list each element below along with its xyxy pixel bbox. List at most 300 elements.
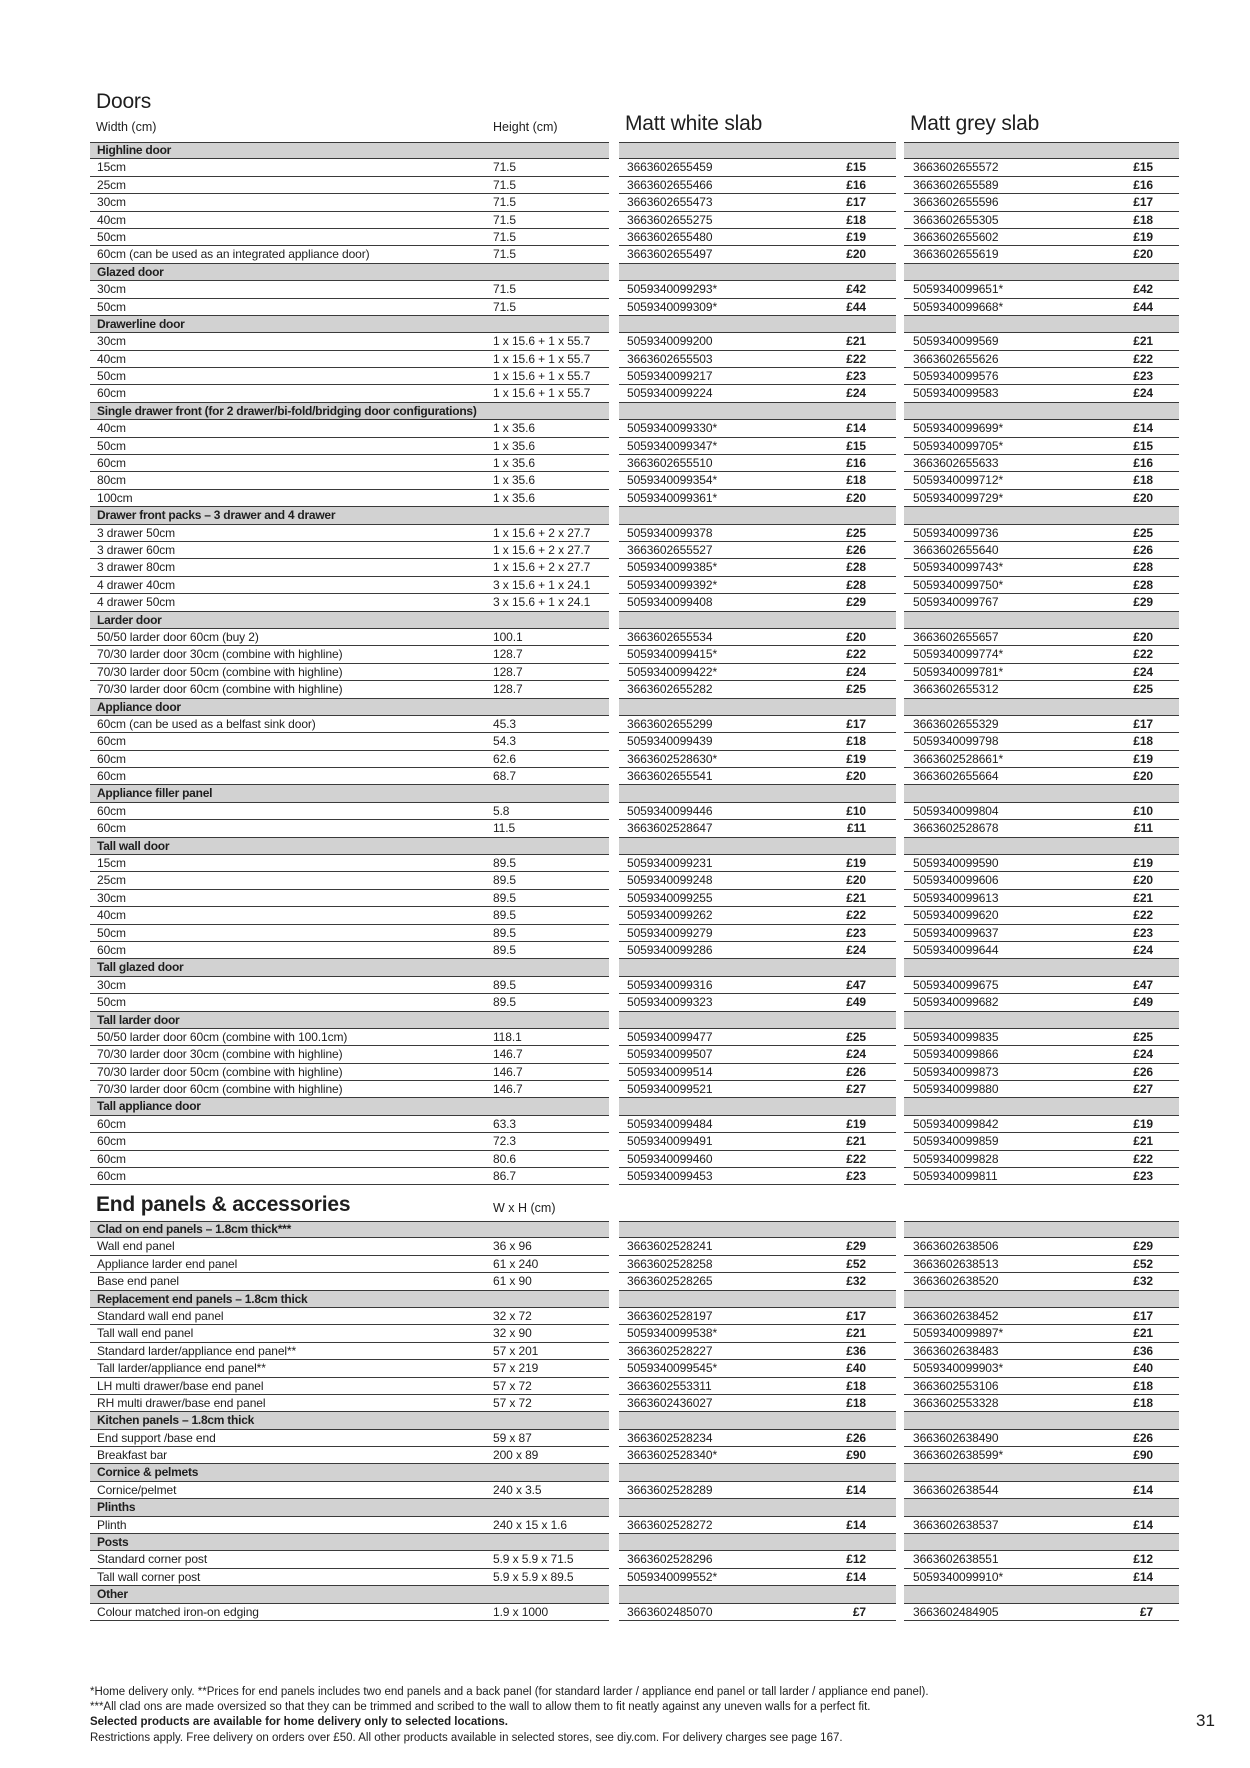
grey-price: £14 [1133, 1482, 1153, 1497]
group-header-cell [90, 1221, 609, 1238]
matt-white-cell [619, 855, 896, 872]
matt-grey-cell [904, 977, 1179, 994]
description-cell [90, 1064, 609, 1081]
group-header-cell [90, 1291, 609, 1308]
white-price: £24 [846, 942, 866, 957]
white-barcode: 5059340099491 [627, 1134, 713, 1149]
grey-price: £27 [1133, 1082, 1153, 1097]
grey-barcode: 3663602638506 [913, 1239, 999, 1254]
group-header-grey-cell [904, 1012, 1179, 1029]
matt-grey-cell [904, 681, 1179, 698]
description-cell [90, 890, 609, 907]
white-barcode: 3663602655473 [627, 195, 713, 210]
table-row [90, 194, 1179, 211]
description-cell [90, 1343, 609, 1360]
matt-white-cell [619, 1256, 896, 1273]
white-price: £14 [846, 1517, 866, 1532]
doors-price-table [90, 142, 1179, 1185]
table-row [90, 1064, 1179, 1081]
grey-barcode: 3663602528678 [913, 821, 999, 836]
matt-white-cell [619, 1378, 896, 1395]
white-price: £17 [846, 716, 866, 731]
table-row [90, 907, 1179, 924]
item-size: 71.5 [493, 160, 516, 175]
table-row [90, 1256, 1179, 1273]
table-row [90, 664, 1179, 681]
white-barcode: 3663602528265 [627, 1274, 713, 1289]
group-header-row [90, 1012, 1179, 1029]
matt-white-cell [619, 664, 896, 681]
grey-price: £52 [1133, 1256, 1153, 1271]
description-cell [90, 1325, 609, 1342]
white-barcode: 3663602655299 [627, 716, 713, 731]
description-cell [90, 1116, 609, 1133]
table-row [90, 472, 1179, 489]
item-size: 89.5 [493, 977, 516, 992]
item-description: 4 drawer 40cm [97, 577, 176, 592]
group-name: Tall larder door [97, 1012, 180, 1027]
white-price: £28 [846, 560, 866, 575]
matt-grey-cell [904, 438, 1179, 455]
description-cell [90, 977, 609, 994]
white-barcode: 5059340099415* [627, 647, 718, 662]
group-header-white-cell [619, 1098, 896, 1115]
description-cell [90, 646, 609, 663]
matt-white-cell [619, 1116, 896, 1133]
item-description: RH multi drawer/base end panel [97, 1395, 266, 1410]
matt-grey-cell [904, 820, 1179, 837]
group-header-white-cell [619, 699, 896, 716]
grey-price: £7 [1139, 1604, 1153, 1619]
white-price: £27 [846, 1082, 866, 1097]
grey-barcode: 3663602528661* [913, 751, 1004, 766]
description-cell [90, 559, 609, 576]
grey-barcode: 5059340099620 [913, 908, 999, 923]
white-barcode: 5059340099255 [627, 890, 713, 905]
white-price: £16 [846, 456, 866, 471]
matt-grey-cell [904, 472, 1179, 489]
grey-barcode: 3663602638483 [913, 1343, 999, 1358]
white-price: £17 [846, 195, 866, 210]
table-row [90, 629, 1179, 646]
white-price: £49 [846, 995, 866, 1010]
end-panels-title: End panels & accessories [96, 1193, 351, 1216]
grey-price: £18 [1133, 473, 1153, 488]
white-barcode: 3663602528340* [627, 1448, 718, 1463]
grey-price: £19 [1133, 1116, 1153, 1131]
group-name: Plinths [97, 1500, 136, 1515]
white-price: £26 [846, 542, 866, 557]
item-description: Tall larder/appliance end panel** [97, 1361, 266, 1376]
group-header-white-cell [619, 959, 896, 976]
matt-grey-cell [904, 525, 1179, 542]
group-header-cell [90, 1499, 609, 1516]
white-barcode: 5059340099446 [627, 803, 713, 818]
matt-white-cell [619, 716, 896, 733]
group-header-row [90, 838, 1179, 855]
matt-grey-cell [904, 646, 1179, 663]
matt-white-cell [619, 803, 896, 820]
group-header-row [90, 959, 1179, 976]
description-cell [90, 1081, 609, 1098]
group-header-cell [90, 1012, 609, 1029]
table-row [90, 1447, 1179, 1464]
white-price: £25 [846, 1029, 866, 1044]
item-description: 3 drawer 50cm [97, 525, 176, 540]
item-size: 57 x 219 [493, 1361, 539, 1376]
white-price: £24 [846, 386, 866, 401]
wxh-column-label: W x H (cm) [493, 1201, 556, 1215]
item-description: Standard wall end panel [97, 1308, 224, 1323]
white-barcode: 5059340099408 [627, 595, 713, 610]
item-description: 50cm [97, 925, 126, 940]
item-description: 3 drawer 80cm [97, 560, 176, 575]
item-description: 3 drawer 60cm [97, 542, 176, 557]
white-price: £44 [846, 299, 866, 314]
grey-price: £23 [1133, 369, 1153, 384]
matt-white-cell [619, 472, 896, 489]
matt-grey-cell [904, 368, 1179, 385]
grey-price: £20 [1133, 873, 1153, 888]
grey-price: £10 [1133, 803, 1153, 818]
grey-price: £21 [1133, 890, 1153, 905]
white-barcode: 5059340099347* [627, 438, 718, 453]
matt-white-cell [619, 733, 896, 750]
item-description: 60cm [97, 386, 126, 401]
grey-barcode: 3663602638452 [913, 1308, 999, 1323]
white-price: £16 [846, 177, 866, 192]
matt-white-cell [619, 1238, 896, 1255]
item-size: 5.9 x 5.9 x 89.5 [493, 1569, 574, 1584]
group-name: Tall appliance door [97, 1099, 201, 1114]
matt-grey-cell [904, 1482, 1179, 1499]
grey-price: £18 [1133, 1395, 1153, 1410]
item-description: 50cm [97, 995, 126, 1010]
table-row [90, 1517, 1179, 1534]
group-header-grey-cell [904, 316, 1179, 333]
description-cell [90, 994, 609, 1011]
group-name: Replacement end panels – 1.8cm thick [97, 1291, 308, 1306]
footnote-clad-ons: ***All clad ons are made oversized so that they can be trimmed and scribed to the wall to allow them to fit neatly against any uneven walls for a perfect fit. [90, 1701, 871, 1714]
grey-barcode: 5059340099729* [913, 490, 1004, 505]
table-row [90, 420, 1179, 437]
matt-white-cell [619, 594, 896, 611]
table-row [90, 1360, 1179, 1377]
description-cell [90, 472, 609, 489]
matt-grey-cell [904, 733, 1179, 750]
grey-barcode: 3663602484905 [913, 1604, 999, 1619]
item-size: 32 x 72 [493, 1308, 532, 1323]
page-number: 31 [1196, 1711, 1215, 1730]
white-price: £15 [846, 438, 866, 453]
item-description: 70/30 larder door 50cm (combine with highline) [97, 1064, 343, 1079]
matt-grey-cell [904, 420, 1179, 437]
description-cell [90, 594, 609, 611]
table-row [90, 1604, 1179, 1621]
grey-barcode: 5059340099903* [913, 1361, 1004, 1376]
grey-barcode: 5059340099828 [913, 1151, 999, 1166]
white-barcode: 3663602528289 [627, 1482, 713, 1497]
item-size: 1 x 35.6 [493, 490, 535, 505]
description-cell [90, 1238, 609, 1255]
item-description: 50cm [97, 369, 126, 384]
group-header-cell [90, 264, 609, 281]
grey-barcode: 3663602553328 [913, 1395, 999, 1410]
group-name: Tall glazed door [97, 960, 184, 975]
white-barcode: 5059340099279 [627, 925, 713, 940]
description-cell [90, 1273, 609, 1290]
group-header-cell [90, 1586, 609, 1603]
matt-grey-cell [904, 942, 1179, 959]
table-row [90, 1029, 1179, 1046]
item-description: 50cm [97, 229, 126, 244]
grey-barcode: 5059340099897* [913, 1326, 1004, 1341]
group-header-grey-cell [904, 1098, 1179, 1115]
white-price: £42 [846, 282, 866, 297]
matt-white-cell [619, 333, 896, 350]
group-header-white-cell [619, 1291, 896, 1308]
table-row [90, 525, 1179, 542]
white-barcode: 5059340099460 [627, 1151, 713, 1166]
group-header-cell [90, 959, 609, 976]
grey-barcode: 3663602655589 [913, 177, 999, 192]
grey-barcode: 5059340099613 [913, 890, 999, 905]
matt-white-cell [619, 490, 896, 507]
grey-barcode: 5059340099811 [913, 1169, 998, 1184]
group-header-white-cell [619, 1499, 896, 1516]
description-cell [90, 1133, 609, 1150]
item-size: 1 x 35.6 [493, 456, 535, 471]
table-row [90, 542, 1179, 559]
matt-grey-cell [904, 333, 1179, 350]
table-row [90, 212, 1179, 229]
table-row [90, 1343, 1179, 1360]
description-cell [90, 333, 609, 350]
item-size: 1 x 15.6 + 1 x 55.7 [493, 369, 591, 384]
matt-grey-cell [904, 1116, 1179, 1133]
matt-grey-cell [904, 1551, 1179, 1568]
item-description: End support /base end [97, 1430, 216, 1445]
grey-barcode: 3663602655312 [913, 682, 999, 697]
table-row [90, 925, 1179, 942]
group-name: Kitchen panels – 1.8cm thick [97, 1413, 255, 1428]
grey-price: £14 [1133, 1569, 1153, 1584]
grey-price: £24 [1133, 386, 1153, 401]
description-cell [90, 542, 609, 559]
group-name: Posts [97, 1535, 129, 1550]
description-cell [90, 820, 609, 837]
grey-price: £20 [1133, 490, 1153, 505]
group-header-grey-cell [904, 1534, 1179, 1551]
white-price: £20 [846, 490, 866, 505]
group-header-white-cell [619, 1586, 896, 1603]
white-barcode: 5059340099248 [627, 873, 713, 888]
group-header-white-cell [619, 403, 896, 420]
grey-barcode: 5059340099798 [913, 734, 999, 749]
grey-barcode: 5059340099873 [913, 1064, 999, 1079]
group-name: Appliance filler panel [97, 786, 213, 801]
description-cell [90, 1482, 609, 1499]
group-header-cell [90, 142, 609, 159]
doors-title: Doors [96, 90, 152, 113]
table-row [90, 368, 1179, 385]
description-cell [90, 664, 609, 681]
group-header-cell [90, 612, 609, 629]
grey-barcode: 5059340099859 [913, 1134, 999, 1149]
group-name: Drawerline door [97, 316, 185, 331]
matt-white-cell [619, 299, 896, 316]
item-size: 200 x 89 [493, 1448, 539, 1463]
grey-price: £26 [1133, 1430, 1153, 1445]
item-size: 100.1 [493, 629, 523, 644]
item-size: 32 x 90 [493, 1326, 532, 1341]
matt-white-cell [619, 994, 896, 1011]
white-barcode: 5059340099316 [627, 977, 713, 992]
table-row [90, 977, 1179, 994]
white-barcode: 3663602655275 [627, 212, 713, 227]
group-header-white-cell [619, 1412, 896, 1429]
group-header-grey-cell [904, 142, 1179, 159]
grey-price: £22 [1133, 351, 1153, 366]
grey-price: £25 [1133, 1029, 1153, 1044]
group-header-cell [90, 403, 609, 420]
white-price: £47 [846, 977, 866, 992]
item-description: 25cm [97, 177, 126, 192]
white-barcode: 5059340099262 [627, 908, 713, 923]
white-price: £19 [846, 856, 866, 871]
item-size: 128.7 [493, 664, 523, 679]
item-description: 70/30 larder door 60cm (combine with highline) [97, 1082, 343, 1097]
item-size: 1 x 15.6 + 2 x 27.7 [493, 542, 591, 557]
description-cell [90, 925, 609, 942]
grey-barcode: 5059340099569 [913, 334, 999, 349]
group-header-grey-cell [904, 1464, 1179, 1481]
grey-barcode: 5059340099743* [913, 560, 1004, 575]
group-name: Appliance door [97, 699, 181, 714]
white-barcode: 5059340099309* [627, 299, 718, 314]
table-row [90, 1168, 1179, 1185]
group-name: Single drawer front (for 2 drawer/bi-fold/bridging door configurations) [97, 403, 477, 418]
group-header-cell [90, 785, 609, 802]
matt-white-cell [619, 751, 896, 768]
item-description: Standard larder/appliance end panel** [97, 1343, 297, 1358]
table-row [90, 768, 1179, 785]
group-header-grey-cell [904, 959, 1179, 976]
item-description: 60cm [97, 1116, 126, 1131]
matt-grey-cell [904, 1325, 1179, 1342]
group-header-grey-cell [904, 1412, 1179, 1429]
group-header-cell [90, 1464, 609, 1481]
grey-barcode: 3663602638537 [913, 1517, 999, 1532]
matt-white-cell [619, 212, 896, 229]
white-barcode: 5059340099439 [627, 734, 713, 749]
matt-grey-cell [904, 803, 1179, 820]
grey-barcode: 5059340099668* [913, 299, 1004, 314]
matt-white-cell [619, 1273, 896, 1290]
matt-white-cell [619, 1551, 896, 1568]
matt-grey-cell [904, 1343, 1179, 1360]
item-size: 146.7 [493, 1082, 523, 1097]
matt-grey-cell [904, 1029, 1179, 1046]
white-price: £11 [846, 821, 866, 836]
grey-barcode: 5059340099675 [913, 977, 999, 992]
white-price: £90 [846, 1448, 866, 1463]
group-name: Tall wall door [97, 838, 170, 853]
matt-grey-cell [904, 890, 1179, 907]
matt-white-cell [619, 1308, 896, 1325]
white-price: £22 [846, 647, 866, 662]
white-price: £36 [846, 1343, 866, 1358]
item-size: 118.1 [493, 1029, 522, 1044]
item-description: 30cm [97, 334, 126, 349]
grey-price: £15 [1133, 438, 1153, 453]
matt-white-cell [619, 194, 896, 211]
matt-grey-cell [904, 229, 1179, 246]
white-price: £17 [846, 1308, 866, 1323]
grey-price: £17 [1133, 195, 1153, 210]
white-price: £20 [846, 769, 866, 784]
matt-grey-cell [904, 1273, 1179, 1290]
grey-price: £22 [1133, 1151, 1153, 1166]
description-cell [90, 229, 609, 246]
end-panels-price-table [90, 1221, 1179, 1621]
white-barcode: 5059340099224 [627, 386, 713, 401]
matt-white-cell [619, 768, 896, 785]
grey-price: £24 [1133, 1047, 1153, 1062]
table-row [90, 646, 1179, 663]
white-price: £18 [846, 734, 866, 749]
item-description: 60cm [97, 1151, 126, 1166]
group-header-row [90, 785, 1179, 802]
matt-grey-cell [904, 768, 1179, 785]
grey-price: £29 [1133, 1239, 1153, 1254]
item-size: 146.7 [493, 1047, 523, 1062]
matt-grey-cell [904, 907, 1179, 924]
item-size: 72.3 [493, 1134, 516, 1149]
matt-grey-cell [904, 1081, 1179, 1098]
matt-white-cell [619, 907, 896, 924]
white-barcode: 5059340099538* [627, 1326, 718, 1341]
matt-grey-cell [904, 1238, 1179, 1255]
item-size: 5.8 [493, 803, 510, 818]
matt-grey-cell [904, 1447, 1179, 1464]
footnotes [90, 1685, 929, 1746]
matt-grey-cell [904, 177, 1179, 194]
matt-white-cell [619, 1395, 896, 1412]
grey-barcode: 3663602655596 [913, 195, 999, 210]
description-cell [90, 1151, 609, 1168]
grey-barcode: 3663602638551 [913, 1552, 999, 1567]
matt-grey-cell [904, 1308, 1179, 1325]
white-barcode: 5059340099378 [627, 525, 713, 540]
white-barcode: 5059340099514 [627, 1064, 713, 1079]
description-cell [90, 159, 609, 176]
white-price: £23 [846, 369, 866, 384]
white-barcode: 5059340099385* [627, 560, 718, 575]
white-barcode: 3663602655459 [627, 160, 713, 175]
footnote-selected-products: Selected products are available for home delivery only to selected locations. [90, 1716, 508, 1729]
matt-grey-cell [904, 351, 1179, 368]
item-size: 71.5 [493, 229, 516, 244]
matt-white-cell [619, 1604, 896, 1621]
white-barcode: 3663602528227 [627, 1343, 713, 1358]
item-size: 240 x 3.5 [493, 1482, 542, 1497]
table-row [90, 1482, 1179, 1499]
description-cell [90, 438, 609, 455]
item-description: 40cm [97, 212, 126, 227]
grey-barcode: 3663602638520 [913, 1274, 999, 1289]
white-barcode: 5059340099231 [627, 856, 713, 871]
